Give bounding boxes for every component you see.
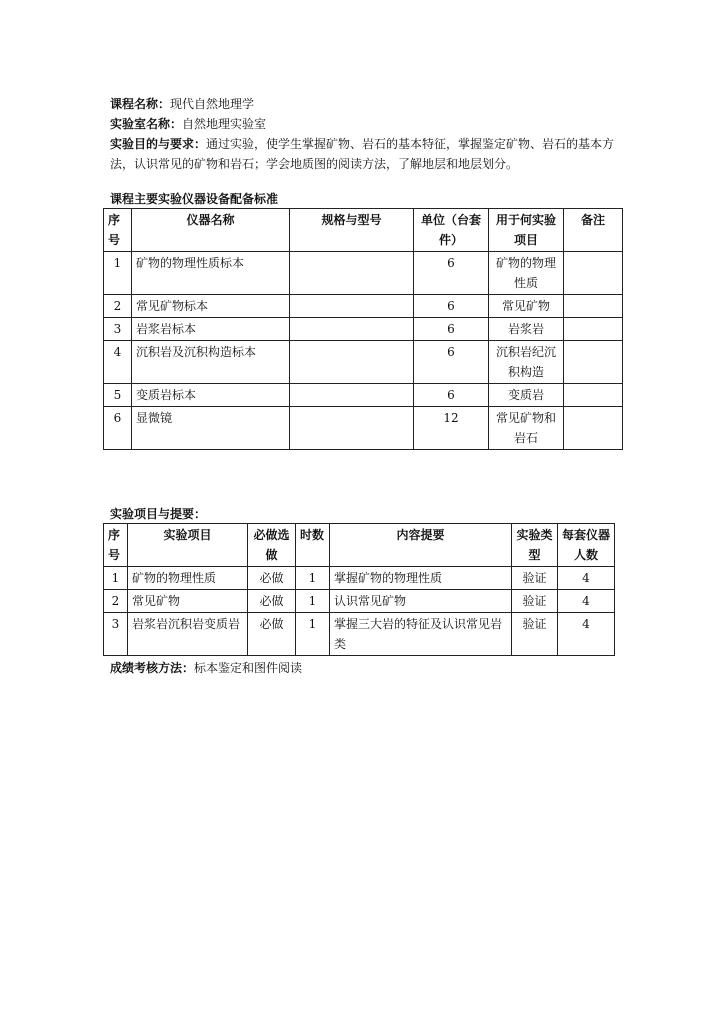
- cell-required: 必做: [248, 613, 296, 656]
- cell-name: 常见矿物标本: [132, 295, 290, 318]
- header-project: 用于何实验项目: [489, 209, 564, 252]
- cell-name: 沉积岩及沉积构造标本: [132, 341, 290, 384]
- cell-unit: 6: [414, 252, 489, 295]
- table-row: [104, 341, 623, 384]
- cell-project: 常见矿物和岩石: [489, 407, 564, 450]
- cell-name: 岩浆岩标本: [132, 318, 290, 341]
- course-name-value: 现代自然地理学: [170, 97, 255, 111]
- cell-note: [564, 341, 623, 384]
- equipment-table: [103, 208, 623, 450]
- table-row: [104, 590, 615, 613]
- cell-no: 5: [104, 384, 132, 407]
- cell-spec: [290, 384, 414, 407]
- assessment-label: 成绩考核方法：: [110, 661, 195, 675]
- cell-people: 4: [558, 590, 615, 613]
- header-type: 实验类型: [512, 524, 558, 567]
- projects-table: [103, 523, 615, 656]
- course-name-line: [110, 94, 254, 114]
- header-no: 序号: [104, 524, 128, 567]
- cell-spec: [290, 341, 414, 384]
- purpose-paragraph: [110, 134, 620, 174]
- cell-summary: 掌握三大岩的特征及认识常见岩类: [330, 613, 512, 656]
- cell-spec: [290, 295, 414, 318]
- cell-unit: 6: [414, 295, 489, 318]
- header-people: 每套仪器人数: [558, 524, 615, 567]
- header-project: 实验项目: [128, 524, 248, 567]
- cell-name: 常见矿物: [128, 590, 248, 613]
- cell-name: 矿物的物理性质标本: [132, 252, 290, 295]
- cell-no: 1: [104, 252, 132, 295]
- cell-no: 2: [104, 295, 132, 318]
- cell-project: 岩浆岩: [489, 318, 564, 341]
- cell-note: [564, 407, 623, 450]
- cell-note: [564, 252, 623, 295]
- cell-spec: [290, 252, 414, 295]
- cell-type: 验证: [512, 590, 558, 613]
- cell-name: 显微镜: [132, 407, 290, 450]
- table-header-row: [104, 209, 623, 252]
- cell-project: 沉积岩纪沉积构造: [489, 341, 564, 384]
- cell-name: 变质岩标本: [132, 384, 290, 407]
- cell-no: 4: [104, 341, 132, 384]
- cell-summary: 认识常见矿物: [330, 590, 512, 613]
- cell-type: 验证: [512, 567, 558, 590]
- header-no: 序号: [104, 209, 132, 252]
- table-row: [104, 407, 623, 450]
- table-row: [104, 318, 623, 341]
- cell-no: 3: [104, 318, 132, 341]
- cell-spec: [290, 318, 414, 341]
- cell-people: 4: [558, 613, 615, 656]
- header-required: 必做选做: [248, 524, 296, 567]
- cell-hours: 1: [296, 613, 330, 656]
- equipment-title: 课程主要实验仪器设备配备标准: [110, 192, 279, 206]
- cell-required: 必做: [248, 567, 296, 590]
- cell-unit: 12: [414, 407, 489, 450]
- cell-type: 验证: [512, 613, 558, 656]
- header-name: 仪器名称: [132, 209, 290, 252]
- table-row: [104, 252, 623, 295]
- purpose-value: 通过实验，使学生掌握矿物、岩石的基本特征，掌握鉴定矿物、岩石的基本方法，认识常见的矿物和岩石；学会地质图的阅读方法，了解地层和地层划分。: [110, 137, 615, 171]
- header-summary: 内容提要: [330, 524, 512, 567]
- assessment-value: 标本鉴定和图件阅读: [194, 661, 303, 675]
- cell-unit: 6: [414, 341, 489, 384]
- lab-name-label: 实验室名称：: [110, 117, 183, 131]
- cell-required: 必做: [248, 590, 296, 613]
- cell-hours: 1: [296, 590, 330, 613]
- purpose-label: 实验目的与要求：: [110, 137, 207, 151]
- cell-summary: 掌握矿物的物理性质: [330, 567, 512, 590]
- lab-name-line: [110, 114, 266, 134]
- cell-people: 4: [558, 567, 615, 590]
- cell-note: [564, 384, 623, 407]
- table-row: [104, 613, 615, 656]
- header-spec: 规格与型号: [290, 209, 414, 252]
- assessment-line: [110, 658, 302, 678]
- cell-spec: [290, 407, 414, 450]
- course-name-label: 课程名称：: [110, 97, 171, 111]
- cell-project: 常见矿物: [489, 295, 564, 318]
- lab-name-value: 自然地理实验室: [182, 117, 267, 131]
- header-hours: 时数: [296, 524, 330, 567]
- cell-note: [564, 295, 623, 318]
- cell-name: 矿物的物理性质: [128, 567, 248, 590]
- cell-unit: 6: [414, 384, 489, 407]
- table-header-row: [104, 524, 615, 567]
- cell-name: 岩浆岩沉积岩变质岩: [128, 613, 248, 656]
- cell-unit: 6: [414, 318, 489, 341]
- cell-hours: 1: [296, 567, 330, 590]
- cell-project: 变质岩: [489, 384, 564, 407]
- header-note: 备注: [564, 209, 623, 252]
- cell-note: [564, 318, 623, 341]
- cell-no: 3: [104, 613, 128, 656]
- projects-title: 实验项目与提要：: [110, 507, 207, 521]
- cell-no: 6: [104, 407, 132, 450]
- table-row: [104, 295, 623, 318]
- cell-no: 1: [104, 567, 128, 590]
- cell-no: 2: [104, 590, 128, 613]
- header-unit: 单位（台套件）: [414, 209, 489, 252]
- table-row: [104, 567, 615, 590]
- table-row: [104, 384, 623, 407]
- cell-project: 矿物的物理性质: [489, 252, 564, 295]
